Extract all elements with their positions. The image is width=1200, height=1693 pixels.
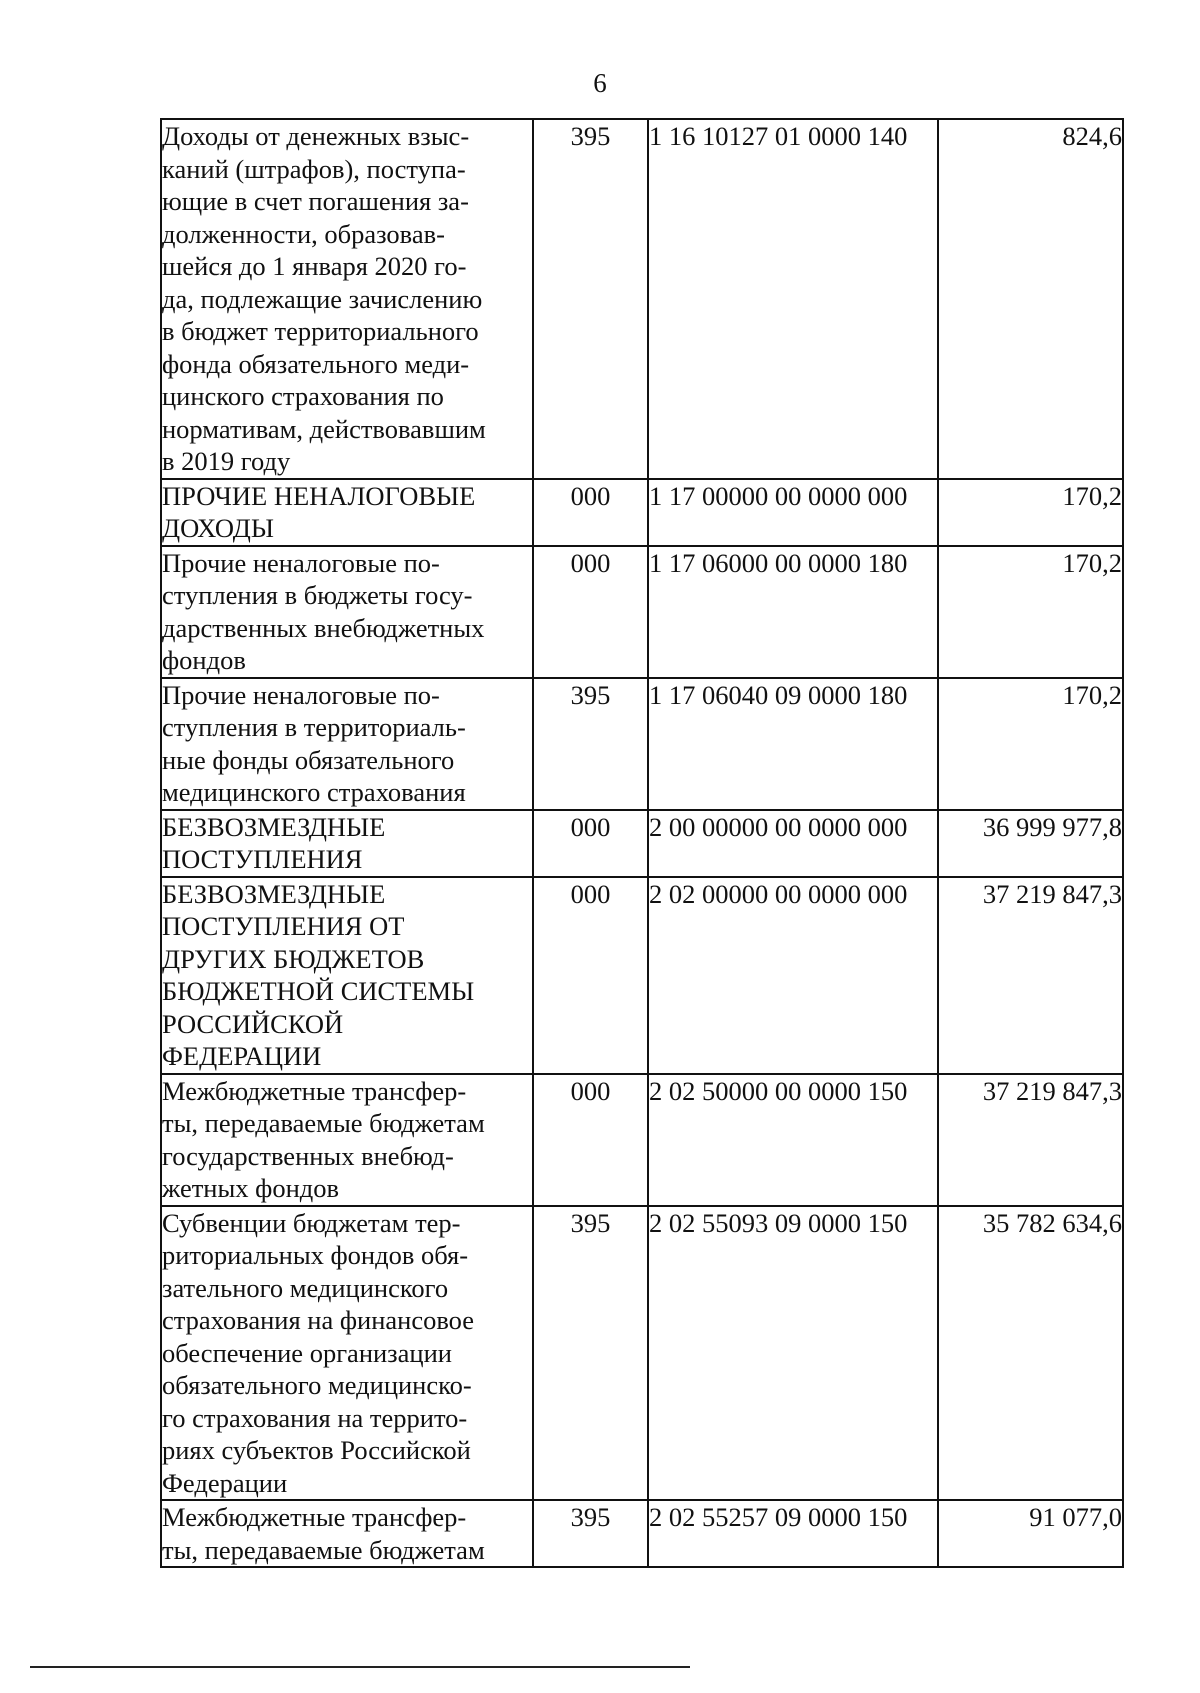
- income-name-line: Субвенции бюджетам тер-: [162, 1207, 461, 1238]
- income-name-line: ты, передаваемые бюджетам: [162, 1534, 485, 1565]
- amount-cell: 170,2: [938, 678, 1123, 810]
- income-name-line: дарственных внебюджетных: [162, 612, 485, 643]
- income-name-cell: [161, 546, 533, 678]
- administrator-code-cell: 000: [533, 546, 648, 678]
- amount-cell: 36 999 977,8: [938, 810, 1123, 877]
- amount-cell: 824,6: [938, 119, 1123, 479]
- income-name-line: риториальных фондов обя-: [162, 1240, 469, 1270]
- classification-code-cell: 2 02 55093 09 0000 150: [648, 1206, 938, 1501]
- income-name-line: ФЕДЕРАЦИИ: [162, 1041, 322, 1071]
- table-row: [161, 119, 1123, 479]
- income-name-line: медицинского страхования: [162, 777, 466, 807]
- income-name-cell: [161, 1074, 533, 1206]
- classification-code-cell: 1 17 06040 09 0000 180: [648, 678, 938, 810]
- income-name-line: ПОСТУПЛЕНИЯ: [162, 844, 363, 874]
- administrator-code-cell: 000: [533, 810, 648, 877]
- income-name-line: государственных внебюд-: [162, 1140, 454, 1171]
- table-row: [161, 1500, 1123, 1567]
- income-name-cell: [161, 877, 533, 1074]
- income-name-line: обязательного медицинско-: [162, 1370, 472, 1400]
- administrator-code-cell: 000: [533, 1074, 648, 1206]
- administrator-code-cell: 395: [533, 678, 648, 810]
- administrator-code-cell: 395: [533, 1206, 648, 1501]
- income-name-line: фонда обязательного меди-: [162, 348, 470, 379]
- page-number: 6: [593, 68, 607, 98]
- income-name-line: Межбюджетные трансфер-: [162, 1502, 467, 1532]
- income-name-line: риях субъектов Российской: [162, 1435, 471, 1465]
- classification-code-cell: 2 02 00000 00 0000 000: [648, 877, 938, 1074]
- income-name-line: шейся до 1 января 2020 го-: [162, 251, 467, 281]
- income-name-line: ступления в территориаль-: [162, 712, 466, 742]
- table-row: [161, 678, 1123, 810]
- income-name-line: ПОСТУПЛЕНИЯ ОТ: [162, 911, 405, 941]
- income-name-line: каний (штрафов), поступа-: [162, 153, 466, 184]
- income-name-cell: [161, 810, 533, 877]
- classification-code-cell: 2 02 55257 09 0000 150: [648, 1500, 938, 1567]
- administrator-code-cell: 395: [533, 119, 648, 479]
- income-name-line: ные фонды обязательного: [162, 744, 455, 775]
- income-name-line: Прочие неналоговые по-: [162, 679, 440, 710]
- table-row: [161, 546, 1123, 678]
- table-row: [161, 479, 1123, 546]
- income-name-line: жетных фондов: [162, 1173, 340, 1203]
- income-name-line: го страхования на террито-: [162, 1402, 468, 1433]
- classification-code-cell: 1 17 06000 00 0000 180: [648, 546, 938, 678]
- income-name-line: в 2019 году: [162, 446, 291, 476]
- income-name-line: БЕЗВОЗМЕЗДНЫЕ: [162, 811, 386, 842]
- income-name-line: да, подлежащие зачислению: [162, 283, 483, 314]
- income-name-line: обеспечение организации: [162, 1337, 452, 1368]
- classification-code-cell: 1 16 10127 01 0000 140: [648, 119, 938, 479]
- administrator-code-cell: 000: [533, 479, 648, 546]
- table-row: [161, 877, 1123, 1074]
- administrator-code-cell: 395: [533, 1500, 648, 1567]
- income-name-line: ПРОЧИЕ НЕНАЛОГОВЫЕ: [162, 480, 476, 511]
- income-name-line: фондов: [162, 645, 246, 675]
- table-row: [161, 1206, 1123, 1501]
- classification-code-cell: 1 17 00000 00 0000 000: [648, 479, 938, 546]
- income-name-line: зательного медицинского: [162, 1272, 449, 1303]
- classification-code-cell: 2 00 00000 00 0000 000: [648, 810, 938, 877]
- income-name-cell: [161, 479, 533, 546]
- amount-cell: 170,2: [938, 479, 1123, 546]
- income-name-line: ющие в счет погашения за-: [162, 186, 469, 216]
- revenue-table: [160, 118, 1124, 1568]
- income-name-line: долженности, образовав-: [162, 218, 445, 249]
- income-name-line: страхования на финансовое: [162, 1305, 474, 1335]
- income-name-line: цинского страхования по: [162, 381, 444, 411]
- income-name-line: БЮДЖЕТНОЙ СИСТЕМЫ: [162, 976, 475, 1006]
- income-name-cell: [161, 1206, 533, 1501]
- classification-code-cell: 2 02 50000 00 0000 150: [648, 1074, 938, 1206]
- income-name-line: Межбюджетные трансфер-: [162, 1075, 467, 1106]
- income-name-line: нормативам, действовавшим: [162, 413, 486, 444]
- amount-cell: 170,2: [938, 546, 1123, 678]
- amount-cell: 37 219 847,3: [938, 877, 1123, 1074]
- income-name-line: ДРУГИХ БЮДЖЕТОВ: [162, 943, 425, 974]
- income-name-cell: [161, 678, 533, 810]
- administrator-code-cell: 000: [533, 877, 648, 1074]
- amount-cell: 35 782 634,6: [938, 1206, 1123, 1501]
- income-name-line: БЕЗВОЗМЕЗДНЫЕ: [162, 878, 386, 909]
- income-name-line: Прочие неналоговые по-: [162, 547, 440, 578]
- income-name-line: РОССИЙСКОЙ: [162, 1008, 344, 1039]
- amount-cell: 37 219 847,3: [938, 1074, 1123, 1206]
- income-name-cell: [161, 119, 533, 479]
- revenue-table-body: [161, 119, 1123, 1567]
- income-name-line: ступления в бюджеты госу-: [162, 580, 473, 610]
- bottom-rule: [30, 1666, 690, 1668]
- income-name-line: Доходы от денежных взыс-: [162, 121, 470, 151]
- table-row: [161, 810, 1123, 877]
- income-name-cell: [161, 1500, 533, 1567]
- income-name-line: Федерации: [162, 1467, 288, 1498]
- amount-cell: 91 077,0: [938, 1500, 1123, 1567]
- income-name-line: ты, передаваемые бюджетам: [162, 1108, 485, 1138]
- income-name-line: ДОХОДЫ: [162, 513, 274, 543]
- income-name-line: в бюджет территориального: [162, 316, 479, 346]
- table-row: [161, 1074, 1123, 1206]
